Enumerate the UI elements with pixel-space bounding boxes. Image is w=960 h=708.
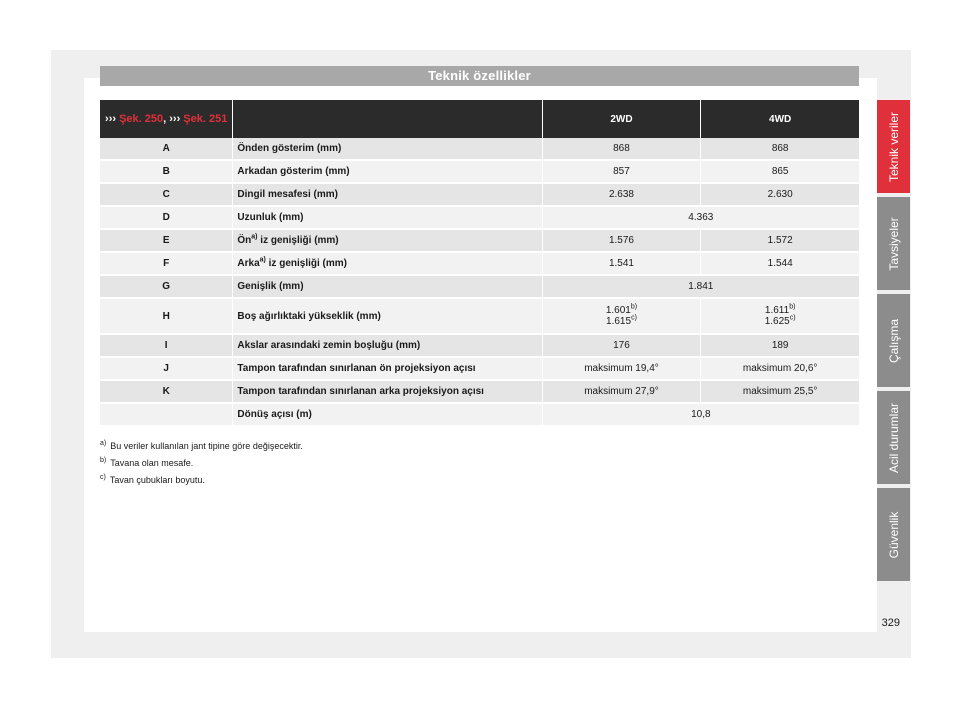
value-4wd: maksimum 20,6°: [701, 358, 859, 381]
row-key: B: [100, 161, 233, 184]
footnote: [100, 472, 303, 489]
footnote-text: Tavan çubukları boyutu.: [109, 475, 205, 485]
footnote-marker: a): [259, 256, 266, 264]
table-header-row: [100, 100, 859, 138]
figure-link-250[interactable]: Şek. 250: [119, 113, 164, 125]
table-row: [100, 381, 859, 404]
row-label: Arkadan gösterim (mm): [233, 161, 542, 184]
row-label: Dingil mesafesi (mm): [233, 184, 542, 207]
figure-link-251[interactable]: Şek. 251: [183, 113, 228, 125]
spec-table: [100, 100, 859, 427]
value-2wd: 1.576: [543, 230, 702, 253]
tab-label: Güvenlik: [886, 511, 901, 558]
value-2wd: 2.638: [543, 184, 702, 207]
value-4wd: 1.572: [701, 230, 859, 253]
footnotes: [100, 438, 303, 489]
footnote-marker: b): [630, 303, 638, 311]
row-key: C: [100, 184, 233, 207]
row-label: Dönüş açısı (m): [233, 404, 542, 427]
tab-label: Çalışma: [886, 318, 901, 363]
value-4wd: 189: [701, 335, 859, 358]
value-4wd: maksimum 25,5°: [701, 381, 859, 404]
value-2wd: 857: [543, 161, 702, 184]
row-label: Tampon tarafından sınırlanan arka projeksiyon açısı: [233, 381, 542, 404]
value-2wd: 868: [543, 138, 702, 161]
footnote-marker: b): [789, 303, 796, 311]
row-key: G: [100, 276, 233, 299]
label-text: iz genişliği (mm): [265, 258, 347, 269]
row-key: A: [100, 138, 233, 161]
table-row: [100, 253, 859, 276]
table-row: [100, 184, 859, 207]
table-row: [100, 404, 859, 427]
row-key: [100, 404, 233, 427]
value-line: 1.601: [605, 305, 631, 316]
row-key: E: [100, 230, 233, 253]
value-2wd: [543, 299, 702, 335]
row-key: I: [100, 335, 233, 358]
footnote-marker: a): [100, 440, 107, 447]
table-row: [100, 161, 859, 184]
table-row: [100, 276, 859, 299]
value-line: 1.625: [764, 316, 790, 327]
row-key: K: [100, 381, 233, 404]
table-row: [100, 207, 859, 230]
table-row: [100, 138, 859, 161]
value-2wd: 176: [543, 335, 702, 358]
value-2wd: 1.541: [543, 253, 702, 276]
tab-guvenlik[interactable]: [877, 488, 910, 581]
table-row: [100, 358, 859, 381]
row-label: Önden gösterim (mm): [233, 138, 542, 161]
footnote-marker: b): [100, 457, 107, 464]
row-key: F: [100, 253, 233, 276]
tab-label: Teknik veriler: [886, 111, 901, 182]
value-line: 1.611: [764, 305, 790, 316]
value-shared: 1.841: [543, 276, 859, 299]
table-row: [100, 335, 859, 358]
label-text: iz genişliği (mm): [257, 235, 339, 246]
tab-teknik-veriler[interactable]: [877, 100, 910, 193]
tab-calisma[interactable]: [877, 294, 910, 387]
footnote: [100, 438, 303, 455]
column-header-2wd: 2WD: [543, 100, 702, 138]
footnote-text: Tavana olan mesafe.: [110, 458, 194, 468]
arrow-glyph: ›››: [105, 113, 120, 125]
value-2wd: maksimum 19,4°: [543, 358, 702, 381]
label-text: Arka: [237, 258, 260, 269]
page-number: 329: [881, 617, 900, 629]
value-2wd: maksimum 27,9°: [543, 381, 702, 404]
value-shared: 10,8: [543, 404, 859, 427]
label-text: Ön: [237, 235, 252, 246]
value-line: 1.615: [606, 316, 632, 327]
row-label: Tampon tarafından sınırlanan ön projeksiyon açısı: [233, 358, 542, 381]
tab-label: Tavsiyeler: [886, 216, 901, 271]
table-row: [100, 299, 859, 335]
row-label: Genişlik (mm): [233, 276, 542, 299]
footnote-marker: c): [631, 314, 637, 322]
row-label: Uzunluk (mm): [233, 207, 542, 230]
ref-separator: ,: [163, 113, 170, 125]
footnote: [100, 455, 303, 472]
arrow-glyph: ›››: [169, 113, 184, 125]
column-header-description: [233, 100, 542, 138]
column-header-4wd: 4WD: [701, 100, 859, 138]
footnote-marker: a): [251, 233, 258, 241]
row-label: Boş ağırlıktaki yükseklik (mm): [233, 299, 542, 335]
value-4wd: 868: [701, 138, 859, 161]
row-key: H: [100, 299, 233, 335]
row-key: D: [100, 207, 233, 230]
value-4wd: 2.630: [701, 184, 859, 207]
value-4wd: [701, 299, 859, 335]
table-row: [100, 230, 859, 253]
value-4wd: 1.544: [701, 253, 859, 276]
tab-tavsiyeler[interactable]: [877, 197, 910, 290]
footnote-marker: c): [789, 314, 796, 322]
value-4wd: 865: [701, 161, 859, 184]
row-label: [233, 253, 542, 276]
footnote-text: Bu veriler kullanılan jant tipine göre değişecektir.: [110, 441, 303, 451]
figure-reference: [100, 100, 233, 138]
tab-label: Acil durumlar: [886, 402, 901, 473]
row-label: Akslar arasındaki zemin boşluğu (mm): [233, 335, 542, 358]
tab-acil-durumlar[interactable]: [877, 391, 910, 484]
value-shared: 4.363: [543, 207, 859, 230]
section-title: Teknik özellikler: [100, 66, 859, 86]
row-key: J: [100, 358, 233, 381]
footnote-marker: c): [100, 474, 106, 481]
row-label: [233, 230, 542, 253]
